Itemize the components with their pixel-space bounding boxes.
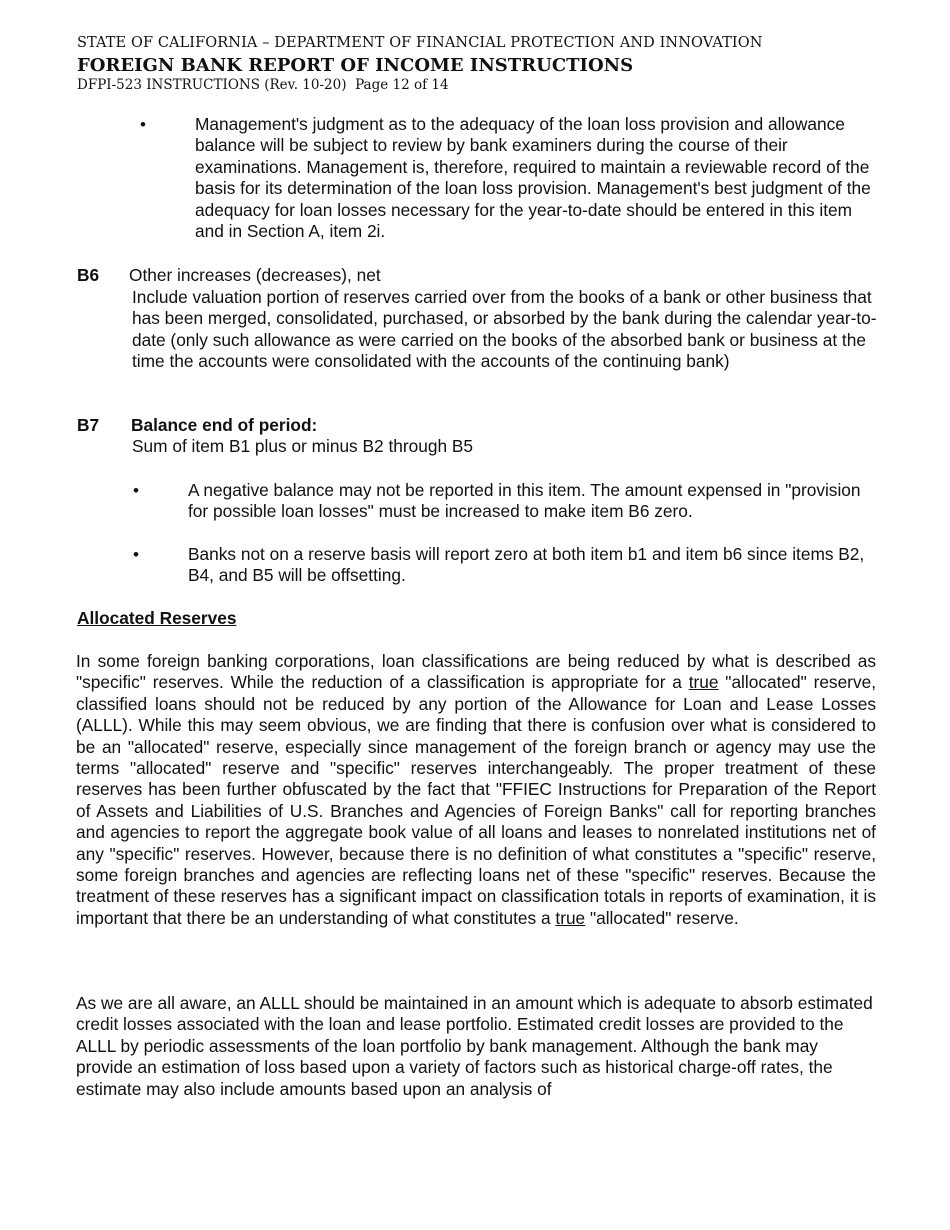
header-form-line bbox=[77, 77, 449, 93]
header-form-id: DFPI-523 INSTRUCTIONS (Rev. 10-20) bbox=[77, 77, 347, 93]
header-title: FOREIGN BANK REPORT OF INCOME INSTRUCTIONS bbox=[77, 55, 634, 76]
bullet-marker: • bbox=[133, 545, 139, 564]
b7-code: B7 bbox=[77, 415, 100, 435]
header-page-info: Page 12 of 14 bbox=[355, 77, 449, 93]
emphasis-true-1: true bbox=[688, 672, 719, 693]
bullet-marker: • bbox=[133, 481, 139, 500]
allocated-paragraph-2: As we are all aware, an ALLL should be maintained in an amount which is adequate to absorb estimated credit losses associated with the loan and lease portfolio. Estimated credit losses are provided to the ALLL by periodic assessments of the loan portfolio by bank management. Although the bank may provide an estimation of loss based upon a variety of factors such as historical charge-off rates, the estimate may also include amounts based upon an analysis of bbox=[76, 993, 873, 1099]
allocated-reserves-heading: Allocated Reserves bbox=[77, 608, 237, 628]
b6-code: B6 bbox=[77, 265, 100, 285]
emphasis-true-2: true bbox=[555, 907, 586, 928]
bullet-marker: • bbox=[140, 115, 146, 134]
b7-description: Sum of item B1 plus or minus B2 through B5 bbox=[132, 436, 473, 456]
bullet-top-text: Management's judgment as to the adequacy of the loan loss provision and allowance balance will be subject to review by bank examiners during the course of their examinations. Management is, therefore, required to maintain a reviewable record of the basis for its determination of the loan loss provision. Management's best judgment of the adequacy for loan losses necessary for the year-to-date should be entered in this item and in Section A, item 2i. bbox=[195, 114, 871, 242]
b7-bullet-2-text: Banks not on a reserve basis will report zero at both item b1 and item b6 since items B2, B4, and B5 will be offsetting. bbox=[188, 544, 865, 586]
b7-title: Balance end of period: bbox=[131, 415, 318, 435]
allocated-paragraph-1 bbox=[76, 651, 876, 929]
b6-description: Include valuation portion of reserves carried over from the books of a bank or other business that has been merged, consolidated, purchased, or absorbed by the bank during the calendar year-to-date (only such allowance as were carried on the books of the absorbed bank or business at the time the accounts were consolidated with the accounts of the continuing bank) bbox=[132, 287, 877, 372]
b6-title: Other increases (decreases), net bbox=[129, 265, 381, 285]
header-agency: STATE OF CALIFORNIA – DEPARTMENT OF FINANCIAL PROTECTION AND INNOVATION bbox=[77, 35, 763, 51]
allocated-p1-part2: "allocated" reserve, classified loans should not be reduced by any portion of the Allowance for Loan and Lease Losses (ALLL). While this may seem obvious, we are finding that there is confusion over what is considered to be an "allocated" reserve, especially since management of the foreign branch or agency may use the terms "allocated" reserve and "specific" reserves interchangeably. The proper treatment of these reserves has been further obfuscated by the fact that "FFIEC Instructions for Preparation of the Report of Assets and Liabilities of U.S. Branches and Agencies of Foreign Banks" call for reporting branches and agencies to report the aggregate book value of all loans and leases to nonrelated institutions net of any "specific" reserves. However, because there is no definition of what constitutes a "specific" reserve, some foreign branches and agencies are reflecting loans net of these "specific" reserves. Because the treatment of these reserves has a significant impact on classification totals in reports of examination, it is important that there be an understanding of what constitutes a bbox=[76, 672, 876, 928]
allocated-p1-part1: In some foreign banking corporations, loan classifications are being reduced by what is described as "specific" reserves. While the reduction of a classification is appropriate for a bbox=[76, 651, 876, 693]
b7-bullet-1-text: A negative balance may not be reported in this item. The amount expensed in "provision for possible loan losses" must be increased to make item B6 zero. bbox=[188, 480, 861, 522]
allocated-p1-part3: "allocated" reserve. bbox=[585, 907, 739, 928]
